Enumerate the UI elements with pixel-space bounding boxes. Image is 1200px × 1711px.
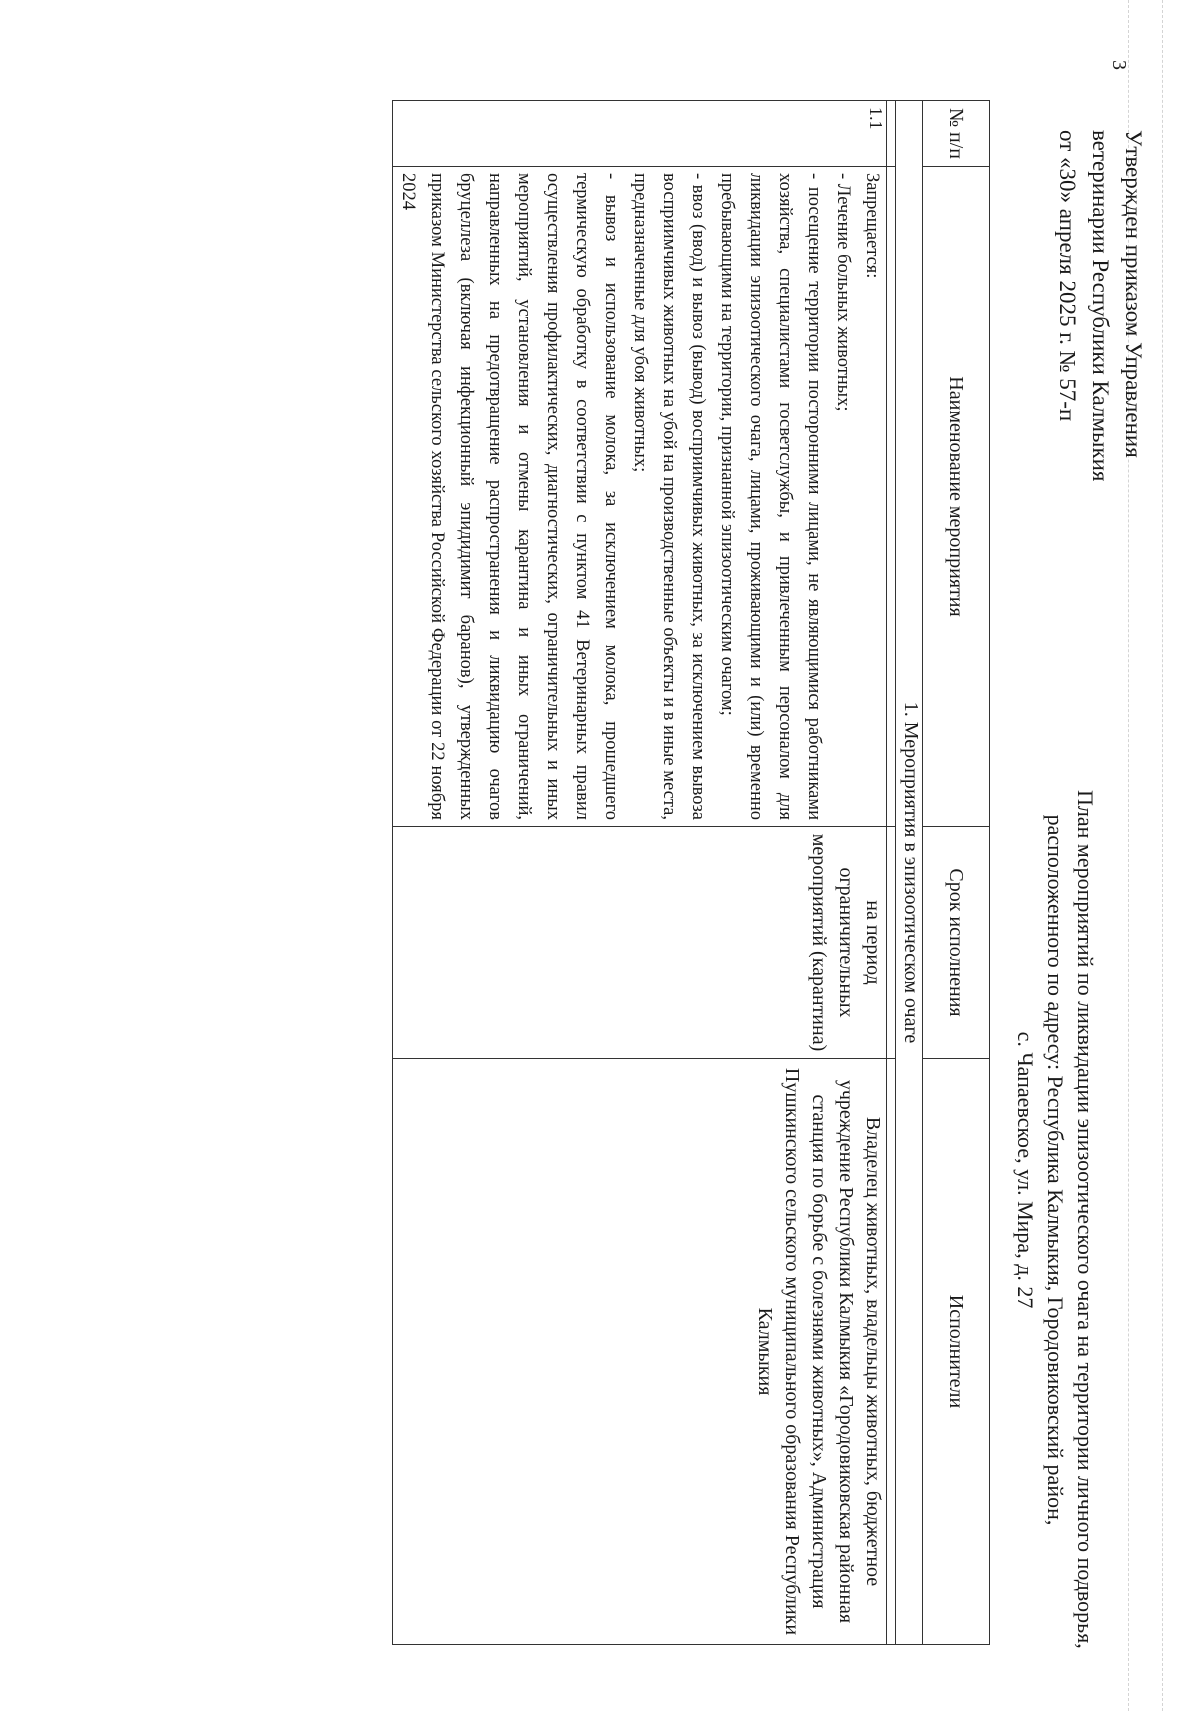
spacer-cell <box>887 167 896 827</box>
header-term: Срок исполнения <box>923 827 990 1059</box>
spacer-cell <box>887 827 896 1059</box>
title-line-1: План мероприятий по ликвидации эпизоотического очага на территории личного подворья, <box>1073 790 1098 1649</box>
approval-line-2: ветеринарии Республики Калмыкия <box>1088 130 1113 482</box>
row-number: 1.1 <box>393 101 887 167</box>
document-title <box>1010 790 1100 1649</box>
measures-cell <box>393 167 887 827</box>
measure-item: - вывоз и использование молока, за исключением молока, прошедшего термическую обработку в соответствии с пунктом 41 Ветеринарных правил осуществления профилактических, диагностических, ограничительных и иных мероприятий, установления и отмены карантина и иных ограничений, направленных на предотвращение распространения и ликвидацию очагов бруцеллеза (включая инфекционный эпидидимит баранов), утвержденных приказом Министерства сельского хозяйства Российской Федерации от 22 ноября 2024 <box>398 173 621 820</box>
measure-item: - посещение территории посторонними лицами, не являющимися работниками хозяйства, специалистами госветслужбы, и привлеченным персоналом для ликвидации эпизоотического очага, лицами, проживающими и (или) временно пребывающими на территории, признанной эпизоотическим очагом; <box>717 173 824 820</box>
section-row <box>896 101 923 1645</box>
spacer-cell <box>887 1059 896 1645</box>
header-num: № п/п <box>923 101 990 167</box>
measure-item: - Лечение больных животных; <box>833 173 853 412</box>
header-name: Наименование мероприятия <box>923 167 990 827</box>
approval-line-3: от «30» апреля 2025 г. № 57-п <box>1055 130 1080 422</box>
spacer-row <box>887 101 896 1645</box>
title-line-2: расположенного по адресу: Республика Калмыкия, Городовиковский район, <box>1043 814 1068 1526</box>
table-header-row <box>923 101 990 1645</box>
document-sheet <box>70 30 1170 1690</box>
table-row <box>393 101 887 1645</box>
title-line-3: с. Чапаевское, ул. Мира, д. 27 <box>1013 1031 1038 1309</box>
executors-cell: Владелец животных, владельцы животных, бюджетное учреждение Республики Калмыкия «Городовиковская районная станция по борьбе с болезнями животных», Администрация Пушкинского сельского муниципального образования Республики Калмыкия <box>393 1059 887 1645</box>
measures-table <box>392 100 990 1645</box>
measure-item: Запрещается: <box>862 173 882 279</box>
page-number: 3 <box>1108 60 1130 70</box>
section-title: 1. Мероприятия в эпизоотическом очаге <box>896 101 923 1645</box>
approval-line-1: Утвержден приказом Управления <box>1121 130 1146 458</box>
header-executors: Исполнители <box>923 1059 990 1645</box>
approval-stamp <box>1051 130 1150 590</box>
term-cell: на период ограничительных мероприятий (карантина) <box>393 827 887 1059</box>
measure-item: - ввоз (ввод) и вывоз (вывод) восприимчивых животных, за исключением вывоза восприимчивых животных на убой на производственные объекты и в иные места, предназначенные для убоя животных; <box>630 173 708 820</box>
spacer-cell <box>887 101 896 167</box>
